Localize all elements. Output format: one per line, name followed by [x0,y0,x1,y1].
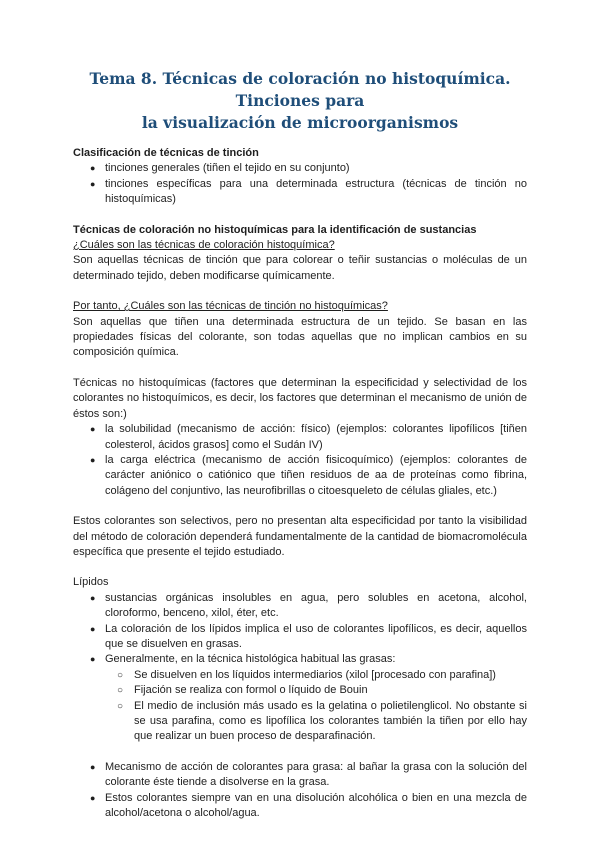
sub-list-item: ○ El medio de inclusión más usado es la gelatina o polietilenglicol. No obstante si se usa parafina, como es lipofílica los colorantes también la tiñen por ello hay que realizar un buen proceso de desparafinación. [105,699,527,745]
techniques-section [73,223,527,561]
title-line-1: Tema 8. Técnicas de coloración no histoquímica. Tinciones para [89,69,511,110]
techniques-heading: Técnicas de coloración no histoquímicas para la identificación de sustancias [73,223,477,236]
lipids-section [73,575,527,821]
question-2: Por tanto, ¿Cuáles son las técnicas de tinción no histoquímicas? [73,300,388,313]
techniques-intro: Técnicas no histoquímicas (factores que determinan la especificidad y selectividad de los colorantes no histoquímicos, es decir, los factores que determinan el mecanismo de unión de éstos son:) [73,376,527,420]
question-1: ¿Cuáles son las técnicas de coloración histoquímica? [73,239,335,252]
classification-list [73,161,527,207]
sub-list-item: ○ Fijación se realiza con formol o líquido de Bouin [105,683,527,698]
list-item: ● La coloración de los lípidos implica el uso de colorantes lipofílicos, es decir, aquellos que se disuelven en grasas. [73,622,527,653]
lipids-list [73,591,527,745]
factors-list [73,422,527,499]
answer-2: Son aquellas que tiñen una determinada estructura de un tejido. Se basan en las propiedades físicas del colorante, son todas aquellas que no implican cambios en su composición química. [73,315,527,359]
lipids-heading: Lípidos [73,576,109,589]
list-item: ● tinciones específicas para una determinada estructura (técnicas de tinción no histoquímicas) [73,177,527,208]
sub-list-item: ○ Se disuelven en los líquidos intermediarios (xilol [procesado con parafina]) [105,668,527,683]
list-item-text: Generalmente, en la técnica histológica habitual las grasas: [105,653,396,666]
classification-section [73,146,527,208]
list-item: ● tinciones generales (tiñen el tejido en su conjunto) [73,161,527,176]
classification-heading: Clasificación de técnicas de tinción [73,147,259,159]
list-item: ● Estos colorantes siempre van en una disolución alcohólica o bien en una mezcla de alcohol/acetona o alcohol/agua. [73,791,527,822]
list-item: ● Mecanismo de acción de colorantes para grasa: al bañar la grasa con la solución del colorante éste tiende a disolverse en la grasa. [73,760,527,791]
list-item: ● la solubilidad (mecanismo de acción: físico) (ejemplos: colorantes lipofílicos [tiñen colesterol, ácidos grasos] como el Sudán IV) [73,422,527,453]
lipids-list-2 [73,760,527,822]
list-item: ● sustancias orgánicas insolubles en agua, pero solubles en acetona, alcohol, cloroformo, benceno, xilol, éter, etc. [73,591,527,622]
document-page [73,68,527,821]
selectivity-paragraph: Estos colorantes son selectivos, pero no presentan alta especificidad por tanto la visibilidad del método de coloración dependerá fundamentalmente de la cantidad de biomacromolécula específica que presente el tejido estudiado. [73,515,527,558]
list-item: ● la carga eléctrica (mecanismo de acción fisicoquímico) (ejemplos: colorantes de carácter aniónico o catiónico que tiñen residuos de aa de proteínas como fibrina, colágeno del conjuntivo, las neurofibrillas o citoesqueleto de células gliales, etc.) [73,453,527,499]
title-line-2: la visualización de microorganismos [141,113,459,132]
lipids-sublist [105,668,527,745]
page-title [73,68,527,134]
answer-1: Son aquellas técnicas de tinción que para colorear o teñir sustancias o moléculas de un determinado tejido, deben modificarse químicamente. [73,254,527,282]
list-item [73,652,527,744]
